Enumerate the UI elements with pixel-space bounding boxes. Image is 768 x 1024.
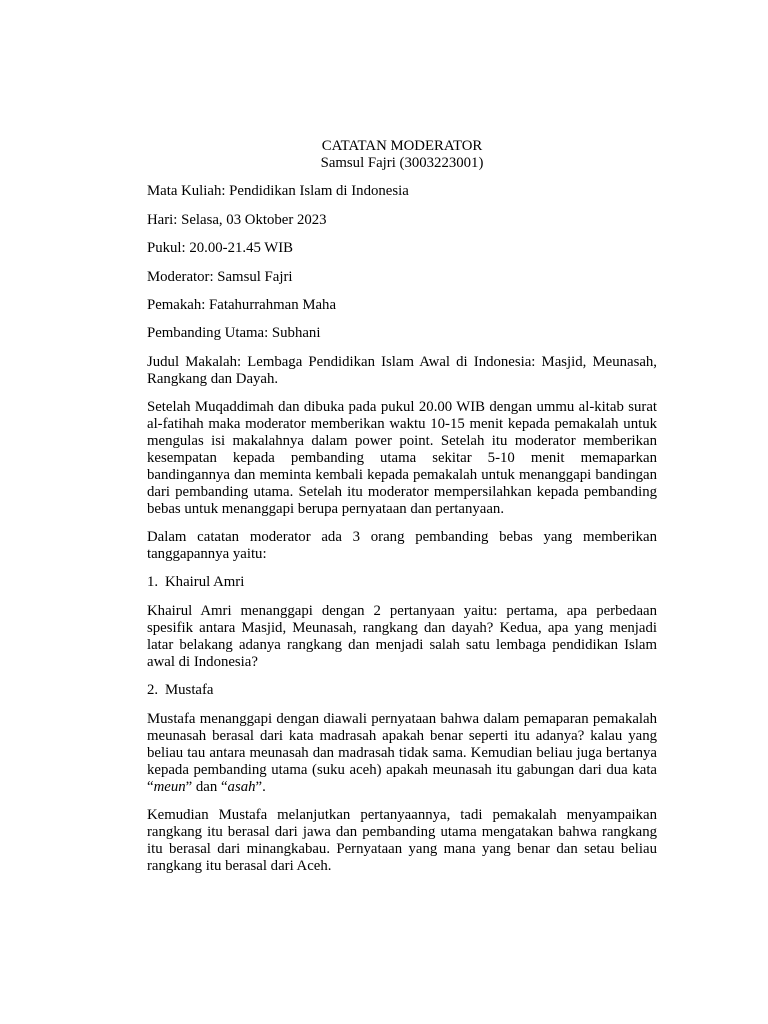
document-page [147,138,657,886]
course-line: Mata Kuliah: Pendidikan Islam di Indonesia [147,183,409,200]
document-title: CATATAN MODERATOR [321,138,483,154]
document-author: Samsul Fajri (3003223001) [320,154,484,171]
opening-paragraph: Setelah Muqaddimah dan dibuka pada pukul 20.00 WIB dengan ummu al-kitab surat al-fatihah maka moderator memberikan waktu 10-15 menit kepada pemakalah untuk mengulas isi makalahnya dalam power point. Setelah itu moderator memberikan kesempatan kepada pembanding utama sekitar 5-10 menit memaparkan bandingannya dan meminta kembali kepada pemakalah untuk menanggapi bandingan dari pembanding utama. Setelah itu moderator mempersilahkan kepada pembanding bebas untuk menanggapi berupa pernyataan dan pertanyaan. [147,399,657,517]
paper-title-line: Judul Makalah: Lembaga Pendidikan Islam Awal di Indonesia: Masjid, Meunasah, Rangkang dan Dayah. [147,353,657,387]
item2-text-c: ”. [255,778,266,795]
list-item-label: Mustafa [165,682,214,699]
item2-text-a: Mustafa menanggapi dengan diawali pernyataan bahwa dalam pemaparan pemakalah meunasah berasal dari kata madrasah apakah benar seperti itu adanya? kalau yang beliau tau antara meunasah dan madrasah tidak sama. Kemudian beliau juga bertanya kepada pembanding utama (suku aceh) apakah meunasah itu gabungan dari dua kata “ [147,711,657,795]
presenter-line: Pemakah: Fatahurrahman Maha [147,296,337,313]
moderator-line: Moderator: Samsul Fajri [147,268,293,285]
item2-word-asah: asah [227,778,256,795]
list-item-label: Khairul Amri [165,574,245,591]
list-item-1 [147,574,657,591]
list-number: 1. [147,574,159,591]
list-number: 2. [147,682,159,699]
main-discussant-line: Pembanding Utama: Subhani [147,325,321,342]
list-item-2 [147,682,657,699]
day-line: Hari: Selasa, 03 Oktober 2023 [147,211,327,228]
item2-paragraph [147,711,657,796]
item2-word-meun: meun [153,778,186,795]
item2-text-b: ” dan “ [185,778,228,795]
time-line: Pukul: 20.00-21.45 WIB [147,240,294,257]
item1-paragraph: Khairul Amri menanggapi dengan 2 pertanyaan yaitu: pertama, apa perbedaan spesifik antara Masjid, Meunasah, rangkang dan dayah? Kedua, apa yang menjadi latar belakang adanya rangkang dan menjadi salah satu lembaga pendidikan Islam awal di Indonesia? [147,603,657,670]
intro-paragraph: Dalam catatan moderator ada 3 orang pembanding bebas yang memberikan tanggapannya yaitu: [147,528,657,562]
item2-followup-paragraph: Kemudian Mustafa melanjutkan pertanyaannya, tadi pemakalah menyampaikan rangkang itu berasal dari jawa dan pembanding utama mengatakan bahwa rangkang itu berasal dari minangkabau. Pernyataan yang mana yang benar dan setau beliau rangkang itu berasal dari Aceh. [147,807,657,874]
